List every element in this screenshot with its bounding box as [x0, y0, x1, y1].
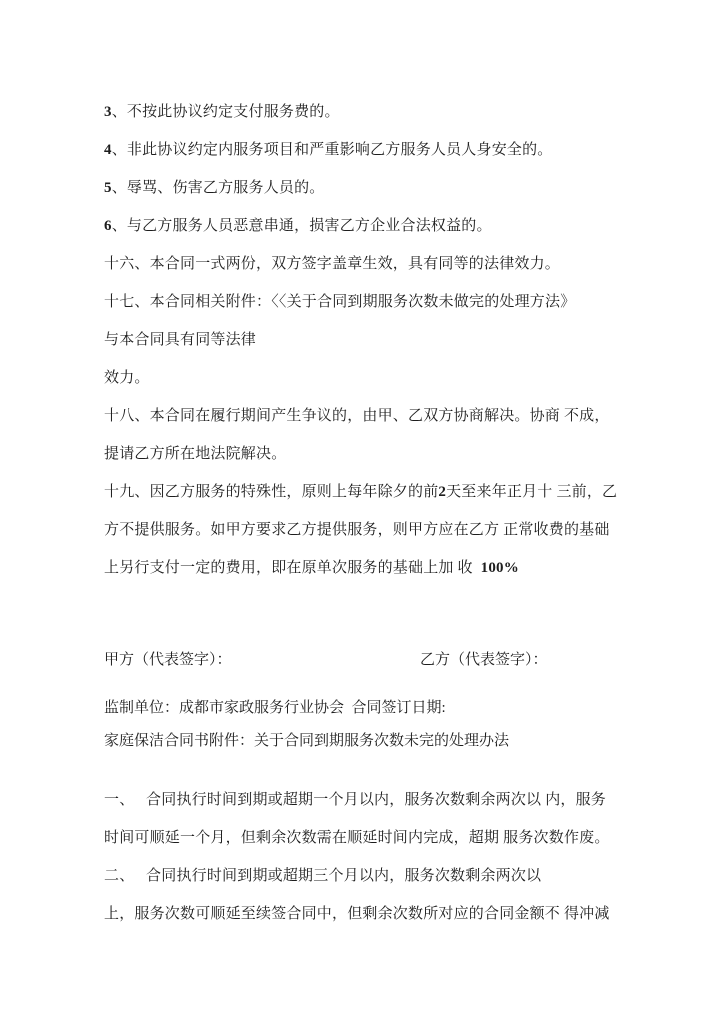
- clause-text: 十九、因乙方服务的特殊性，原则上每年除夕的前: [104, 484, 439, 500]
- clause-line: [104, 473, 680, 511]
- attachment-clause-continuation-line: 上，服务次数可顺延至续签合同中，但剩余次数所对应的合同金额不 得冲减: [104, 906, 610, 922]
- clause-number: 4: [104, 142, 112, 158]
- clause-line: 十七、本合同相关附件：〈〈关于合同到期服务次数未做完的处理方法》: [104, 294, 576, 310]
- clause-line: [104, 207, 680, 245]
- clause-line: 十六、本合同一式两份，双方签字盖章生效，具有同等的法律效力。: [104, 256, 561, 272]
- attachment-clause-line: 二、 合同执行时间到期或超期三个月以内，服务次数剩余两次以: [104, 868, 542, 884]
- clause-text: 、非此协议约定内服务项目和严重影响乙方服务人员人身安全的。: [111, 142, 553, 158]
- clause-number: 3: [104, 104, 112, 120]
- signature-row: [104, 641, 680, 679]
- clause-line: 十八、本合同在履行期间产生争议的，由甲、乙双方协商解决。协商 不成，: [104, 408, 610, 424]
- clause-continuation-line: 方不提供服务。如甲方要求乙方提供服务，则甲方应在乙方 正常收费的基础: [104, 522, 610, 538]
- clause-text: 、与乙方服务人员恶意串通，损害乙方企业合法权益的。: [111, 218, 492, 234]
- attachment-title: 家庭保洁合同书附件：关于合同到期服务次数未完的处理办法: [104, 733, 510, 749]
- party-a-signature-label: 甲方（代表签字）：: [104, 652, 232, 668]
- clause-continuation-line: [104, 549, 680, 587]
- clause-line: [104, 169, 680, 207]
- clause-text: 、不按此协议约定支付服务费的。: [111, 104, 340, 120]
- supervising-unit-line: 监制单位：成都市家政服务行业协会 合同签订日期:: [104, 700, 446, 716]
- clause-continuation-line: 与本合同具有同等法律: [104, 332, 257, 348]
- attachment-clause-continuation-line: 时间可顺延一个月，但剩余次数需在顺延时间内完成，超期 服务次数作废。: [104, 830, 610, 846]
- attachment-clause-line: 一、 合同执行时间到期或超期一个月以内，服务次数剩余两次以 内，服务: [104, 792, 607, 808]
- party-b-signature-label: 乙方（代表签字）：: [420, 652, 548, 668]
- clause-number-inline: 2: [438, 484, 447, 500]
- clause-continuation-line: 效力。: [104, 370, 150, 386]
- clause-text: 上另行支付一定的费用，即在原单次服务的基础上加 收: [104, 560, 481, 576]
- clause-line: [104, 93, 680, 131]
- clause-continuation-line: 提请乙方所在地法院解决。: [104, 446, 287, 462]
- clause-text: 、辱骂、伤害乙方服务人员的。: [111, 180, 325, 196]
- clause-number: 5: [104, 180, 112, 196]
- clause-number: 6: [104, 218, 112, 234]
- clause-text: 天至来年正月十 三前，乙: [446, 484, 618, 500]
- surcharge-percentage: 100%: [480, 560, 519, 576]
- clause-line: [104, 131, 680, 169]
